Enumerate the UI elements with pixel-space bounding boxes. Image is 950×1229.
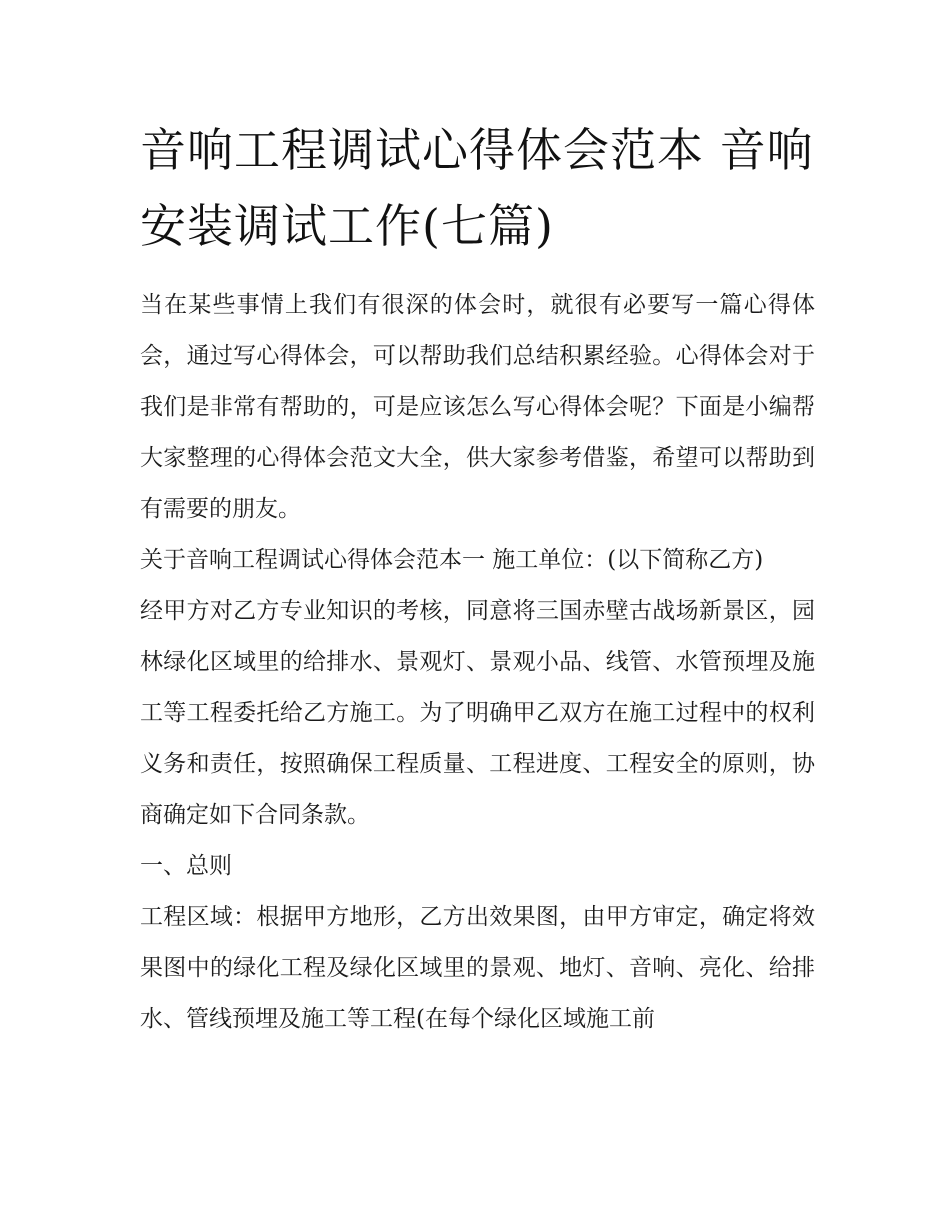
paragraph-section-heading: 关于音响工程调试心得体会范本一 施工单位：(以下简称乙方)	[140, 547, 764, 573]
paragraph-project-area: 工程区域：根据甲方地形，乙方出效果图，由甲方审定，确定将效果图中的绿化工程及绿化区域里的景观、地灯、音响、亮化、给排水、管线预埋及施工等工程(在每个绿化区域施工前	[140, 904, 815, 1032]
document-title: 音响工程调试心得体会范本 音响安装调试工作(七篇)	[140, 123, 814, 253]
paragraph-general-heading: 一、总则	[140, 853, 232, 879]
paragraph-contract-terms: 经甲方对乙方专业知识的考核，同意将三国赤壁古战场新景区，园林绿化区域里的给排水、景观灯、景观小品、线管、水管预埋及施工等工程委托给乙方施工。为了明确甲乙双方在施工过程中的权利义务和责任，按照确保工程质量、工程进度、工程安全的原则，协商确定如下合同条款。	[140, 598, 815, 828]
document-body	[140, 280, 815, 1045]
paragraph-intro: 当在某些事情上我们有很深的体会时，就很有必要写一篇心得体会，通过写心得体会，可以帮助我们总结积累经验。心得体会对于我们是非常有帮助的，可是应该怎么写心得体会呢？下面是小编帮大家整理的心得体会范文大全，供大家参考借鉴，希望可以帮助到有需要的朋友。	[140, 292, 815, 522]
